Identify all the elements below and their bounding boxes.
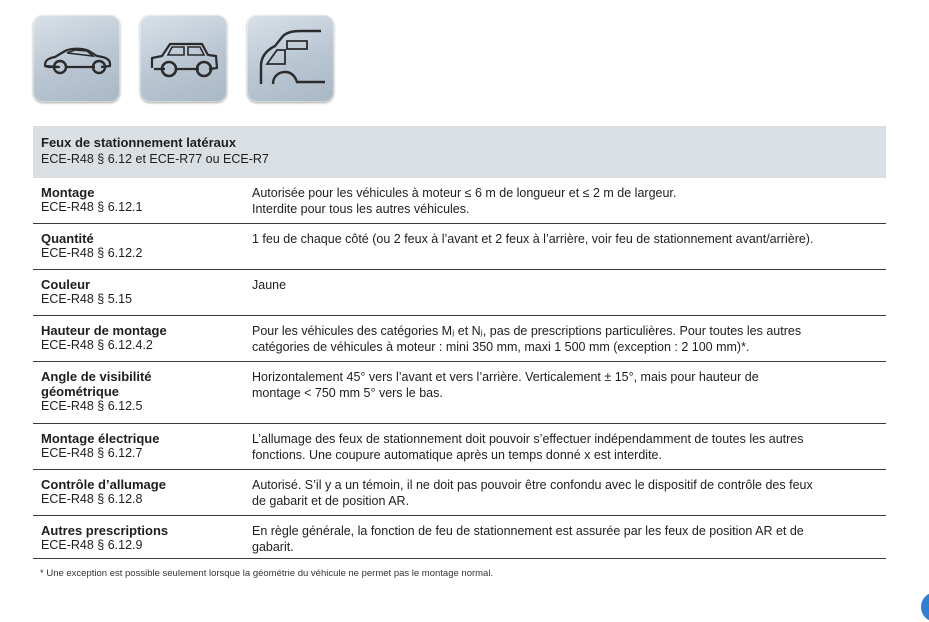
row-reference: ECE-R48 § 6.12.1	[41, 200, 143, 214]
row-reference: ECE-R48 § 6.12.5	[41, 399, 143, 413]
side-circle-icon[interactable]	[921, 592, 929, 622]
vehicle-icons	[33, 15, 334, 102]
table-header	[33, 126, 886, 178]
row-text: montage < 750 mm 5° vers le bas.	[252, 386, 443, 400]
row-label-continued: géométrique	[41, 384, 120, 399]
specification-table	[33, 126, 886, 559]
camper-van-icon	[247, 15, 334, 102]
table-row	[33, 178, 886, 224]
row-text: fonctions. Une coupure automatique après un temps donné x est interdite.	[252, 448, 662, 462]
row-label: Montage électrique	[41, 431, 160, 446]
suv-icon	[140, 15, 227, 102]
row-text: Pour les véhicules des catégories Mⱼ et Nⱼ, pas de prescriptions particulières. Pour toutes les autres	[252, 324, 802, 338]
row-text: catégories de véhicules à moteur : mini 350 mm, maxi 1 500 mm (exception : 2 100 mm)*.	[252, 340, 750, 354]
row-reference: ECE-R48 § 6.12.2	[41, 246, 143, 260]
row-text: Jaune	[252, 278, 287, 292]
row-label: Autres prescriptions	[41, 523, 169, 538]
table-row	[33, 362, 886, 424]
row-text: Autorisé. S’il y a un témoin, il ne doit pas pouvoir être confondu avec le dispositif de contrôle des feux	[252, 478, 813, 492]
row-text: Interdite pour tous les autres véhicules.	[252, 202, 470, 216]
table-row	[33, 316, 886, 362]
table-subtitle: ECE-R48 § 6.12 et ECE-R77 ou ECE-R7	[41, 152, 269, 166]
row-reference: ECE-R48 § 6.12.4.2	[41, 338, 153, 352]
row-label: Contrôle d’allumage	[41, 477, 166, 492]
row-reference: ECE-R48 § 6.12.7	[41, 446, 143, 460]
row-text: Horizontalement 45° vers l’avant et vers l’arrière. Verticalement ± 15°, mais pour hauteur de	[252, 370, 759, 384]
row-reference: ECE-R48 § 5.15	[41, 292, 133, 306]
row-text: Autorisée pour les véhicules à moteur ≤ 6 m de longueur et ≤ 2 m de largeur.	[252, 186, 677, 200]
row-reference: ECE-R48 § 6.12.9	[41, 538, 143, 552]
footnote: * Une exception est possible seulement lorsque la géométrie du véhicule ne permet pas le montage normal.	[40, 568, 494, 579]
table-row	[33, 470, 886, 516]
row-label: Montage	[41, 185, 95, 200]
row-text: 1 feu de chaque côté (ou 2 feux à l’avant et 2 feux à l’arrière, voir feu de stationnement avant/arrière).	[252, 232, 814, 246]
table-row	[33, 224, 886, 270]
row-label: Angle de visibilité	[41, 369, 152, 384]
row-label: Couleur	[41, 277, 91, 292]
row-text: de gabarit et de position AR.	[252, 494, 410, 508]
row-text: L’allumage des feux de stationnement doit pouvoir s’effectuer indépendamment de toutes les autres	[252, 432, 804, 446]
row-label: Quantité	[41, 231, 94, 246]
row-text: gabarit.	[252, 540, 294, 554]
table-row	[33, 270, 886, 316]
passenger-car-icon	[33, 15, 120, 102]
row-label: Hauteur de montage	[41, 323, 167, 338]
table-row	[33, 516, 886, 559]
table-row	[33, 424, 886, 470]
row-reference: ECE-R48 § 6.12.8	[41, 492, 143, 506]
table-title: Feux de stationnement latéraux	[41, 135, 237, 150]
row-text: En règle générale, la fonction de feu de stationnement est assurée par les feux de position AR et de	[252, 524, 804, 538]
